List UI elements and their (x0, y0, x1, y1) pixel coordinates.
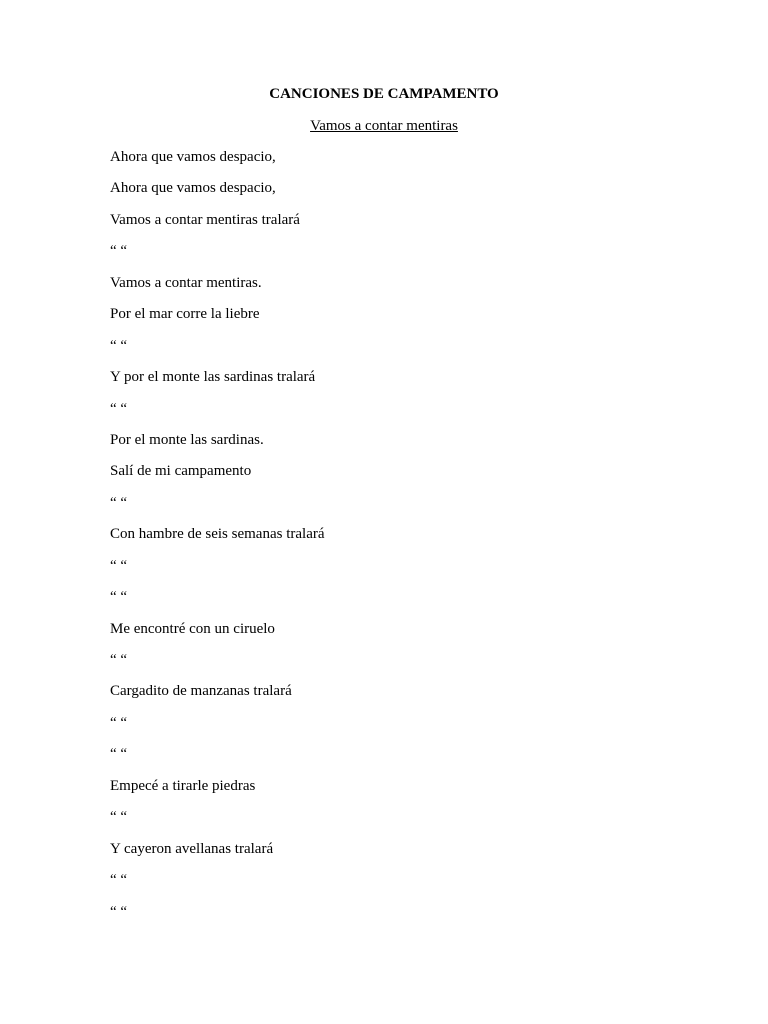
ditto-line: “ “ (110, 652, 128, 668)
ditto-line: “ “ (110, 714, 128, 731)
ditto-line: “ “ (110, 746, 128, 763)
lyric-line: Cargadito de manzanas tralará (110, 683, 292, 700)
ditto-line: “ “ (110, 589, 128, 606)
ditto-line: “ “ (110, 337, 128, 354)
lyric-line: Y por el monte las sardinas tralará (110, 369, 316, 386)
lyric-line: Ahora que vamos despacio, (110, 180, 276, 197)
lyric-line: Por el monte las sardinas. (110, 431, 264, 448)
lyrics-list (110, 148, 710, 934)
ditto-line: “ “ (110, 557, 128, 574)
ditto-line: “ “ (110, 872, 128, 889)
lyric-line: Empecé a tirarle piedras (110, 777, 256, 794)
document-title: CANCIONES DE CAMPAMENTO (269, 86, 499, 102)
lyric-line: Salí de mi campamento (110, 463, 252, 480)
lyric-line: Vamos a contar mentiras tralará (110, 211, 300, 228)
lyric-line: Con hambre de seis semanas tralará (110, 526, 325, 543)
ditto-line: “ “ (110, 243, 128, 260)
song-title: Vamos a contar mentiras (310, 118, 458, 134)
lyric-line: Y cayeron avellanas tralará (110, 840, 274, 857)
lyric-line: Por el mar corre la liebre (110, 306, 260, 323)
lyric-line: Vamos a contar mentiras. (110, 274, 262, 291)
ditto-line: “ “ (110, 809, 128, 826)
lyric-line: Ahora que vamos despacio, (110, 149, 276, 165)
ditto-line: “ “ (110, 400, 128, 417)
ditto-line: “ “ (110, 494, 128, 511)
ditto-line: “ “ (110, 903, 128, 920)
lyric-line: Me encontré con un ciruelo (110, 620, 275, 637)
